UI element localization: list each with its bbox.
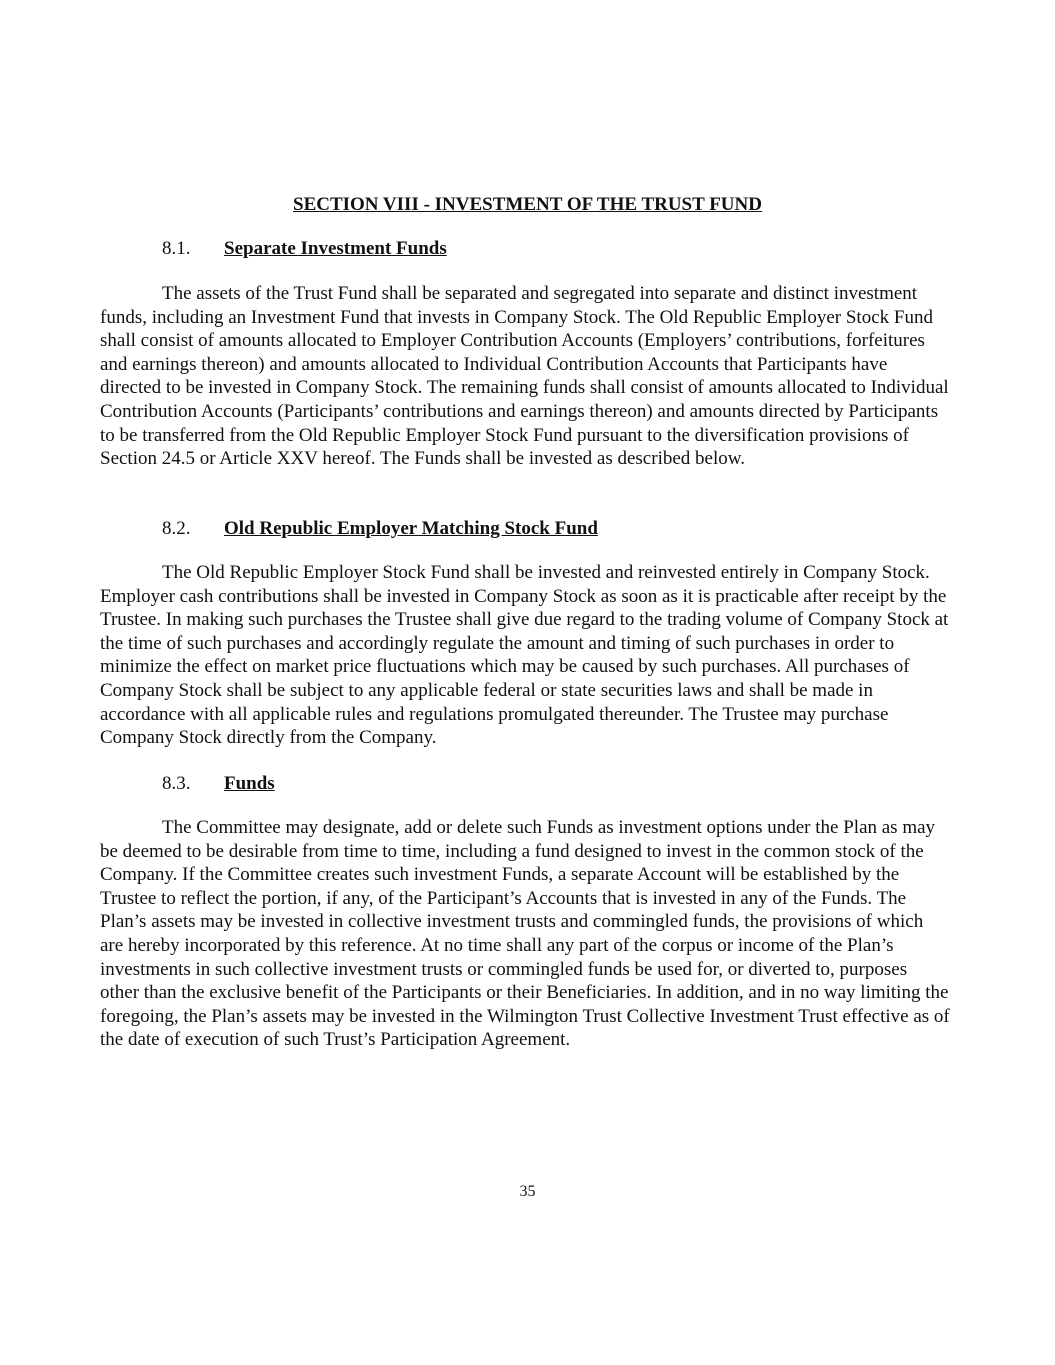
section-title-text: SECTION VIII - INVESTMENT OF THE TRUST FUND bbox=[293, 194, 762, 215]
page-number: 35 bbox=[519, 1183, 536, 1200]
subsection-number: 8.3. bbox=[162, 773, 191, 794]
subsection-heading-8-3 bbox=[162, 772, 275, 796]
subsection-body-8-2: The Old Republic Employer Stock Fund shall be invested and reinvested entirely in Company Stock. Employer cash contributions shall be invested in Company Stock as soon as it is practicable after receipt by the Trustee. In making such purchases the Trustee shall give due regard to the trading volume of Company Stock at the time of such purchases and accordingly regulate the amount and timing of such purchases in order to minimize the effect on market price fluctuations which may be caused by such purchases. All purchases of Company Stock shall be subject to any applicable federal or state securities laws and shall be made in accordance with all applicable rules and regulations promulgated thereunder. The Trustee may purchase Company Stock directly from the Company. bbox=[100, 562, 949, 749]
subsection-number: 8.1. bbox=[162, 238, 191, 259]
subsection-body-8-1: The assets of the Trust Fund shall be separated and segregated into separate and distinct investment funds, including an Investment Fund that invests in Company Stock. The Old Republic Employer Stock Fund shall consist of amounts allocated to Employer Contribution Accounts (Employers’ contributions, forfeitures and earnings thereon) and amounts allocated to Individual Contribution Accounts that Participants have directed to be invested in Company Stock. The remaining funds shall consist of amounts allocated to Individual Contribution Accounts (Participants’ contributions and earnings thereon) and amounts directed by Participants to be transferred from the Old Republic Employer Stock Fund pursuant to the diversification provisions of Section 24.5 or Article XXV hereof. The Funds shall be invested as described below. bbox=[100, 283, 949, 470]
section-title bbox=[0, 193, 1055, 217]
subsection-title: Old Republic Employer Matching Stock Fund bbox=[224, 518, 598, 539]
subsection-title: Separate Investment Funds bbox=[224, 238, 447, 259]
subsection-heading-8-2 bbox=[162, 517, 598, 541]
subsection-title: Funds bbox=[224, 773, 275, 794]
subsection-body-8-3: The Committee may designate, add or delete such Funds as investment options under the Plan as may be deemed to be desirable from time to time, including a fund designed to invest in the common stock of the Company. If the Committee creates such investment Funds, a separate Account will be established by the Trustee to reflect the portion, if any, of the Participant’s Accounts that is invested in any of the Funds. The Plan’s assets may be invested in collective investment trusts and commingled funds, the provisions of which are hereby incorporated by this reference. At no time shall any part of the corpus or income of the Plan’s investments in such collective investment trusts or commingled funds be used for, or diverted to, purposes other than the exclusive benefit of the Participants or their Beneficiaries. In addition, and in no way limiting the foregoing, the Plan’s assets may be invested in the Wilmington Trust Collective Investment Trust effective as of the date of execution of such Trust’s Participation Agreement. bbox=[100, 817, 950, 1051]
subsection-heading-8-1 bbox=[162, 237, 447, 261]
subsection-number: 8.2. bbox=[162, 518, 191, 539]
